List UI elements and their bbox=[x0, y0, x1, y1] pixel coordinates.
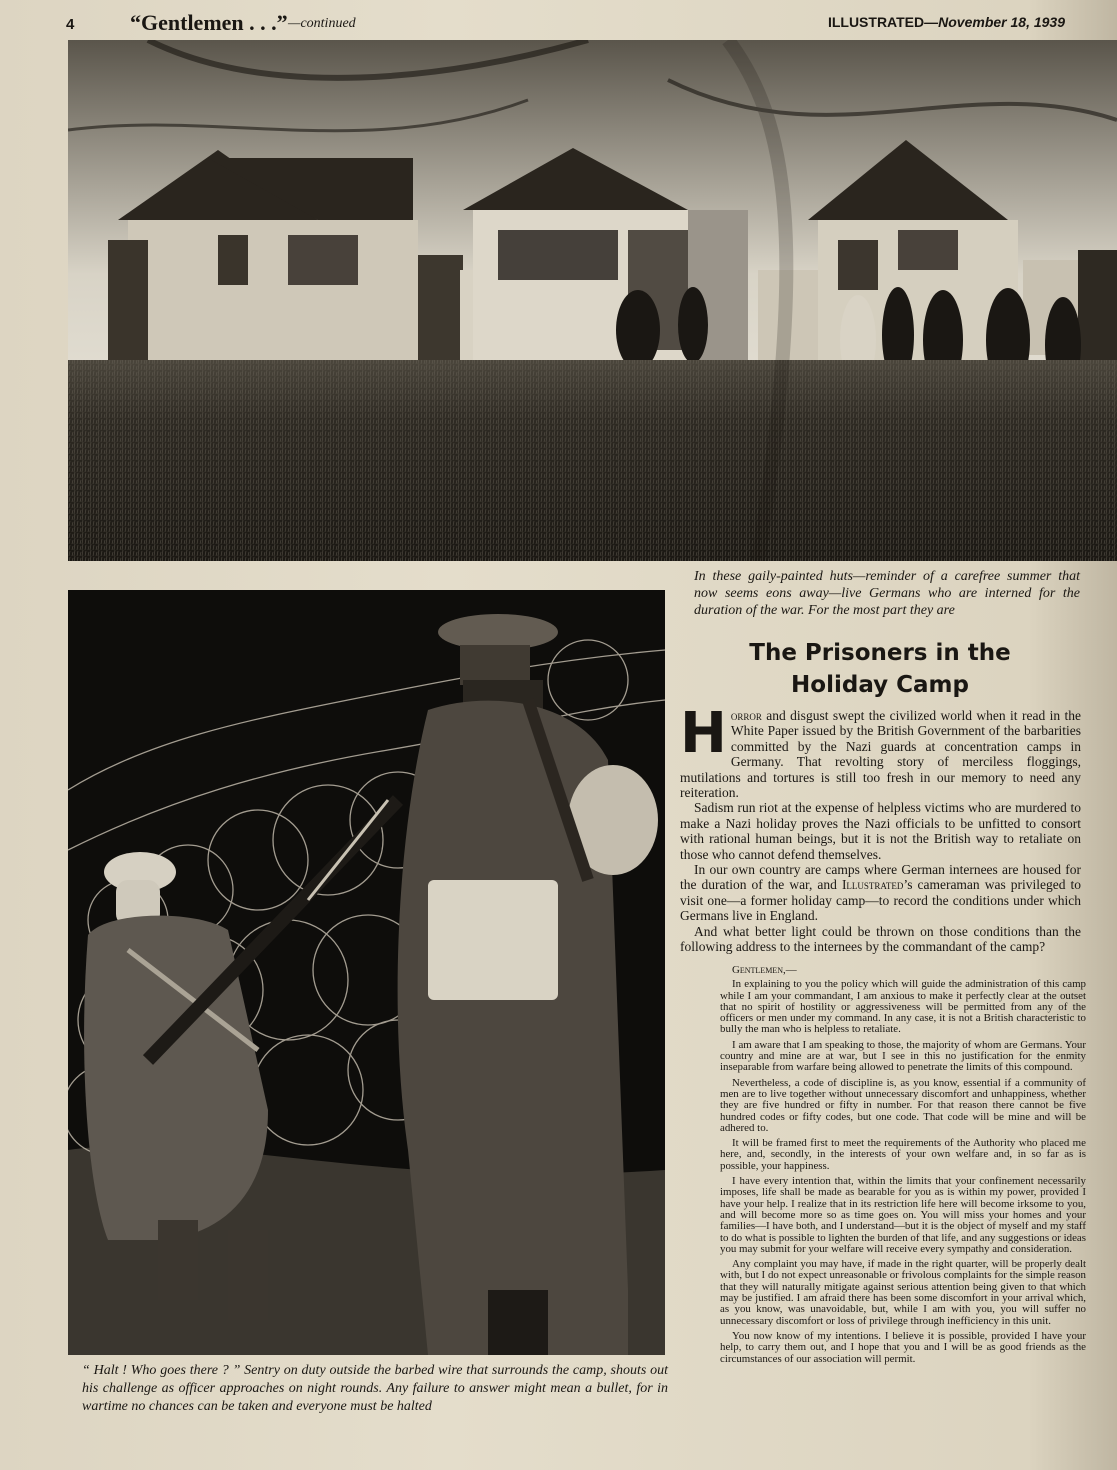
page-number: 4 bbox=[66, 16, 75, 33]
page-header bbox=[0, 6, 1117, 36]
letter-paragraph: I am aware that I am speaking to those, the majority of whom are Germans. Your country and mine are at war, but I see in this no justification for the enmity inseparable from warfare being allowed to penetrate the limits of this compound. bbox=[720, 1038, 1086, 1074]
sentry-photo bbox=[68, 590, 665, 1355]
letter-paragraph: Nevertheless, a code of discipline is, as you know, essential if a community of men are to live together without unnecessary discomfort and unhappiness, whether they are five hundred or fifty in number. For that reason there cannot be five hundred codes or fifty codes, but one code. That code will be mine and will be adhered to. bbox=[720, 1076, 1086, 1134]
letter-paragraph: I have every intention that, within the limits that your confinement necessarily imposes, life shall be made as bearable for you as is within my power, provided I have your help. I realize that in its restriction life here will become irksome to you, and will become more so as time goes on. You will miss your homes and your families—I have both, and I understand—but it is the object of myself and my staff to do what is possible to lighten the burden of that life, and any suggestions or ideas you may submit for your welfare will receive every sympathy and consideration. bbox=[720, 1175, 1086, 1255]
holiday-huts-photo bbox=[68, 40, 1117, 561]
headline-line-2: Holiday Camp bbox=[791, 672, 969, 698]
article-paragraph-2: Sadism run riot at the expense of helpless victims who are murdered to make a Nazi holiday proves the Nazi officials to be unfitted to consort with rational human beings, but it is not the British way to retaliate on those who cannot defend themselves. bbox=[680, 800, 1081, 862]
letter-salutation: Gentlemen,— bbox=[732, 964, 797, 976]
letter-paragraph: It will be framed first to meet the requirements of the Authority who placed me here, and, secondly, in the interests of your own welfare and, in so far as is possible, your happiness. bbox=[720, 1137, 1086, 1172]
paragraph-3-end: ’s cameraman was privileged to visit one—a former holiday camp—to record the conditions under which Germans live in England. bbox=[680, 877, 1081, 924]
headline-line-1: The Prisoners in the bbox=[749, 640, 1011, 666]
holiday-huts-illustration bbox=[68, 40, 1117, 561]
article-headline bbox=[690, 637, 1070, 701]
section-title: “Gentlemen . . .” bbox=[130, 10, 288, 35]
article-body bbox=[680, 701, 1081, 955]
top-photo-caption: In these gaily-painted huts—reminder of a carefree summer that now seems eons away—live Germans who are interned for the duration of the war. For the most part they are bbox=[694, 569, 1080, 618]
letter-paragraph: You now know of my intentions. I believe it is possible, provided I have your help, to carry them out, and I hope that you and I will be as good friends as the circumstances of our association will permit. bbox=[720, 1329, 1086, 1365]
publication-name: ILLUSTRATED bbox=[827, 14, 925, 30]
paragraph-3-start: In our own country are camps where German internees are housed for the duration of the war, and bbox=[680, 862, 1081, 893]
commandant-address bbox=[720, 965, 1086, 1369]
sentry-illustration bbox=[68, 590, 665, 1355]
letter-paragraph: Any complaint you may have, if made in the right quarter, will be properly dealt with, but I do not expect unreasonable or frivolous complaints for the simple reason that they will naturally mitigate against serious attention being given to that which may be justified. I am afraid there has been some discomfort in your arrival which, as you know, was unavoidable, but, while I am with you, you will suffer no unnecessary discomfort or loss of privilege through inefficiency in this unit. bbox=[720, 1258, 1086, 1327]
letter-paragraph: In explaining to you the policy which will guide the administration of this camp while I am your commandant, I am anxious to make it perfectly clear at the outset that no spirit of hostility or aggressiveness will be permitted from any of the officers or men under my command. In any case, it is not a British characteristic to bully the man who is helpless to retaliate. bbox=[720, 978, 1086, 1036]
article-paragraph-1 bbox=[680, 701, 1081, 801]
issue-date: —November 18, 1939 bbox=[924, 14, 1065, 30]
article-paragraph-4: And what better light could be thrown on those conditions than the following address to the internees by the commandant of the camp? bbox=[680, 923, 1081, 955]
article-paragraph-3 bbox=[680, 862, 1081, 924]
paragraph-1-text: and disgust swept the civilized world when it read in the White Paper issued by the British Government of the barbarities committed by the Nazi guards at concentration camps in Germany. That revolting story of merciless floggings, mutilations and tortures is still too fresh in our memory to need any reiteration. bbox=[680, 708, 1081, 801]
drop-cap: H bbox=[680, 701, 727, 766]
publication-mention: Illustrated bbox=[841, 877, 904, 893]
issue-line bbox=[828, 14, 1065, 30]
bottom-photo-caption: “ Halt ! Who goes there ? ” Sentry on duty outside the barbed wire that surrounds the camp, shouts out his challenge as officer approaches on night rounds. Any failure to answer might mean a bullet, for in wartime no chances can be taken and everyone must be halted bbox=[82, 1363, 668, 1414]
lead-words: orror bbox=[730, 708, 762, 723]
section-continued: —continued bbox=[288, 16, 356, 31]
